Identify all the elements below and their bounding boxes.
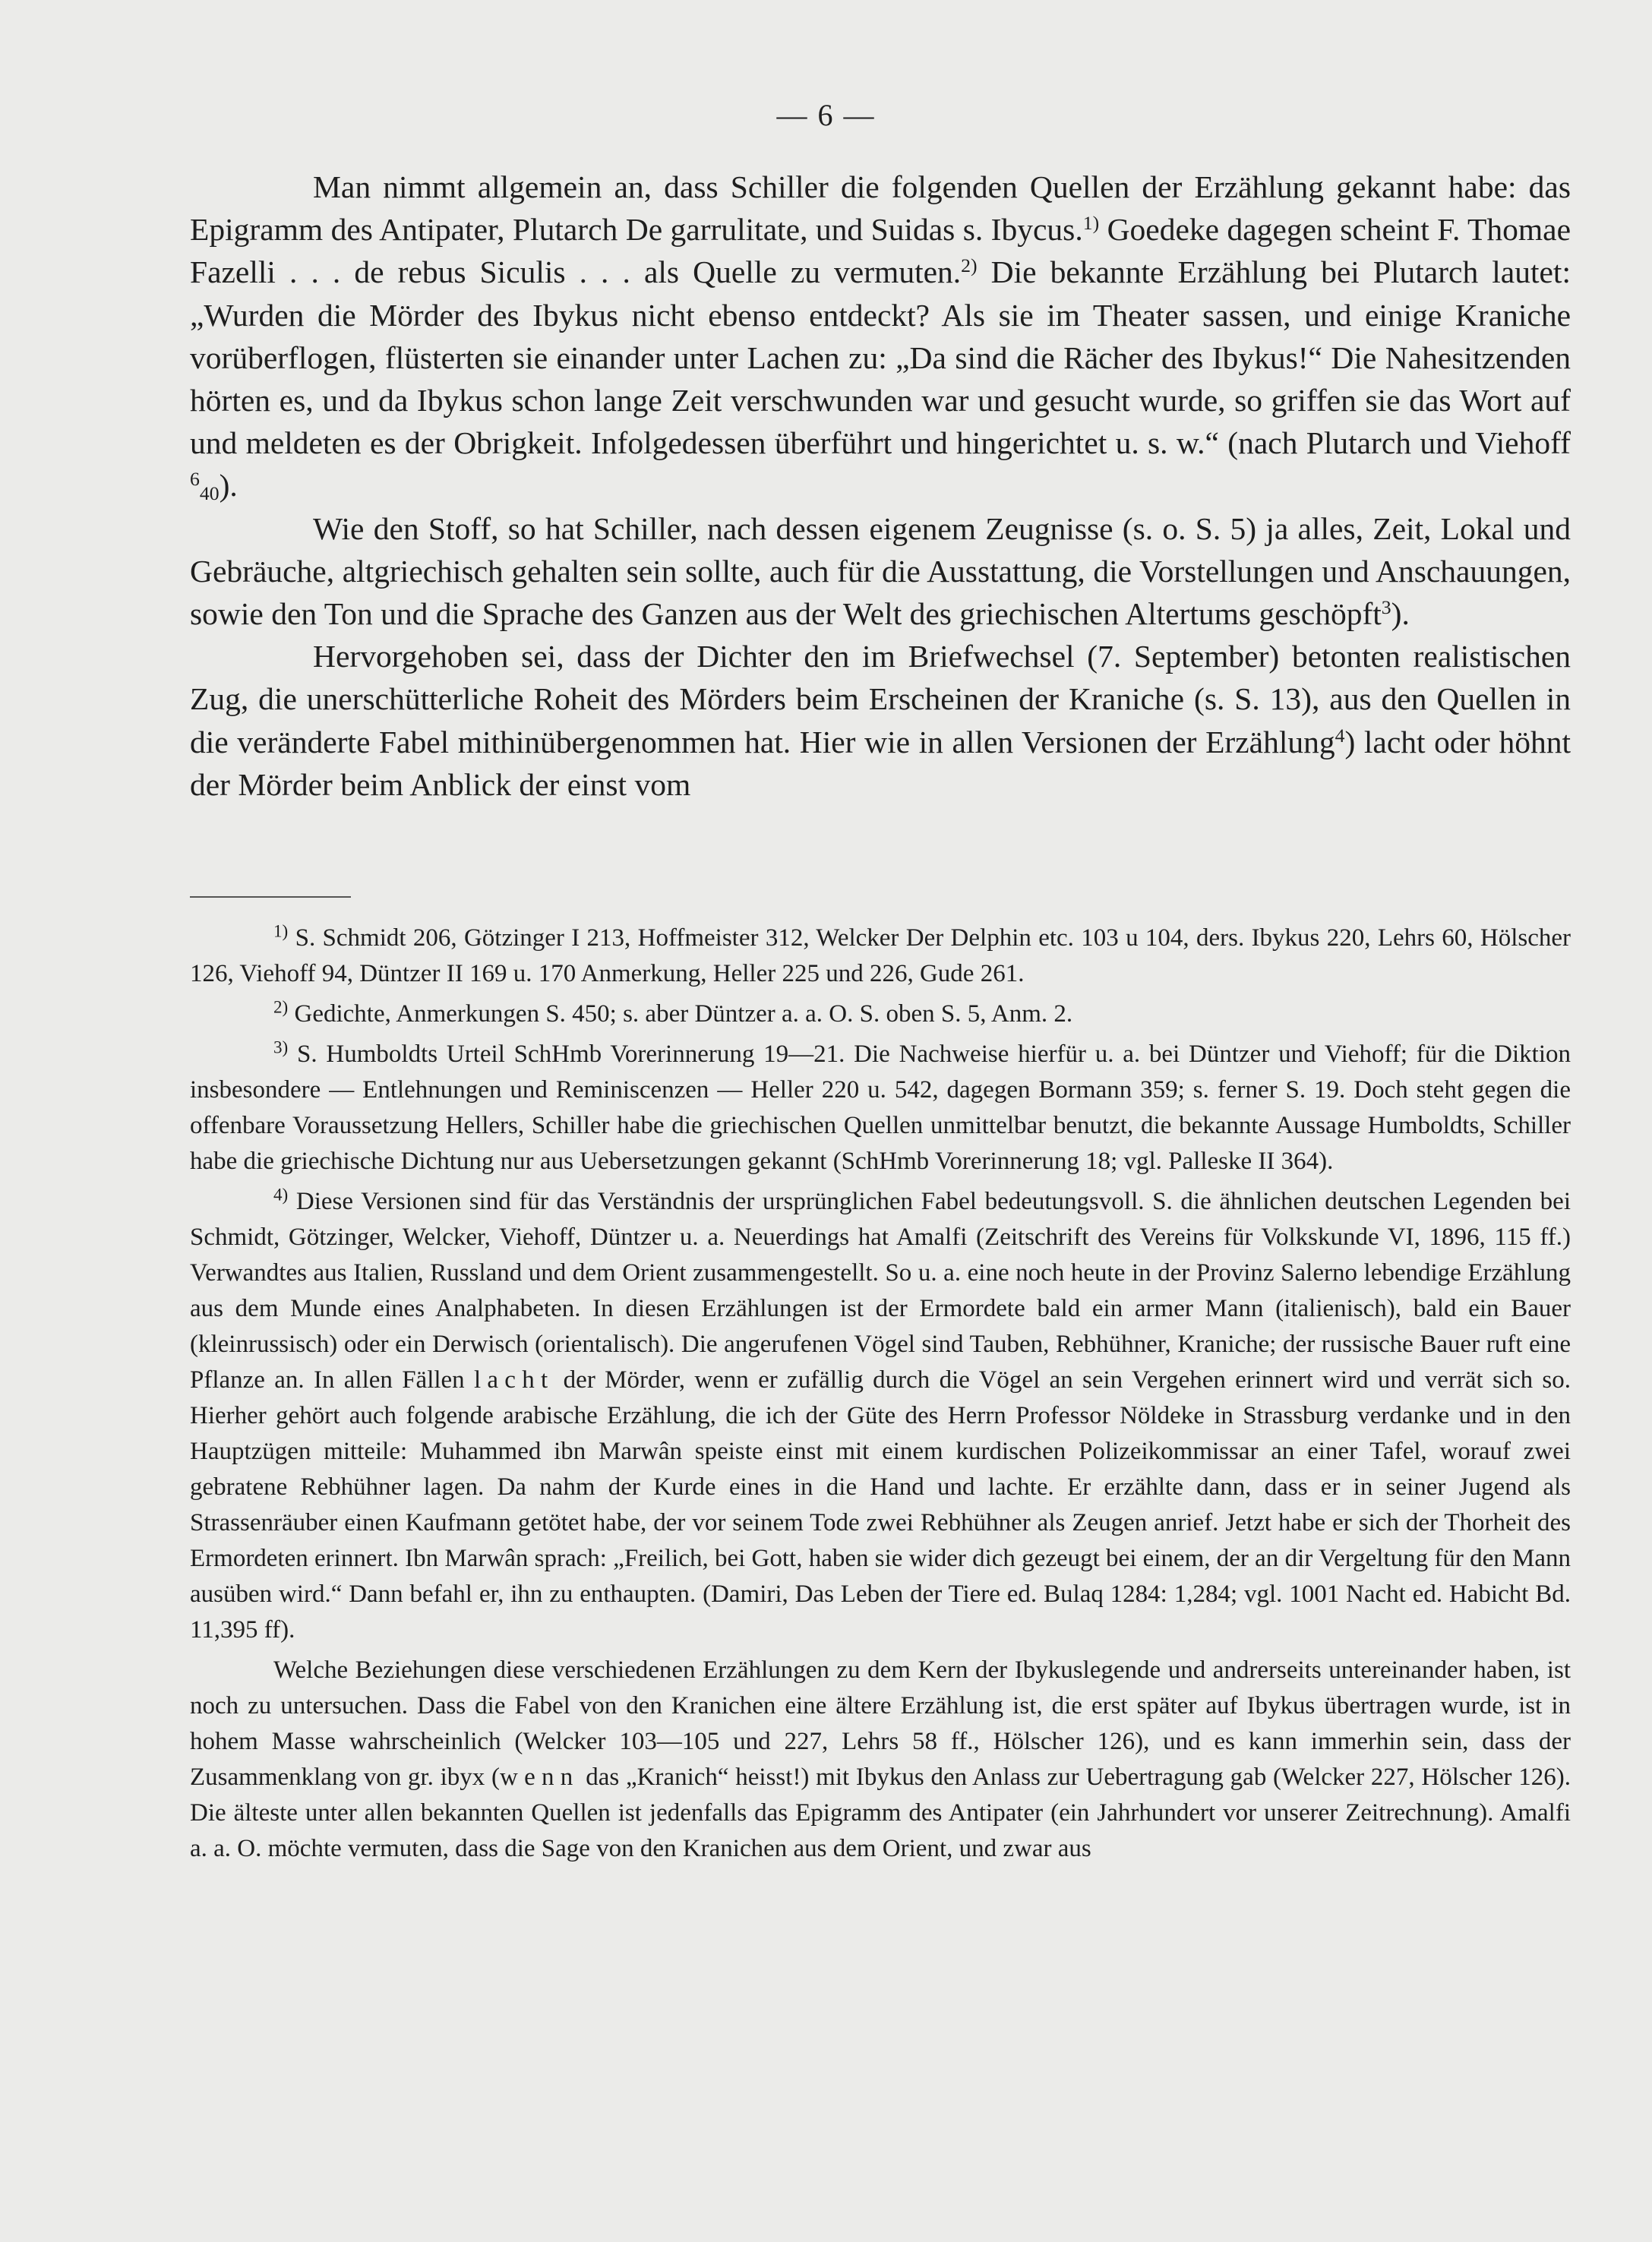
citation-ref: 40 — [199, 482, 220, 505]
footnote-ref: 1) — [1082, 212, 1100, 235]
footnote-2: $^{2)}$ Gedichte, Anmerkungen S. 450; s. aber Düntzer a. a. O. S. oben S. 5, Anm. 2. — [273, 996, 1073, 1028]
footnote-ref: 4 — [1335, 724, 1345, 747]
footnote-4: $^{4)}$ Diese Versionen sind für das Verständnis der ursprünglichen Fabel bedeutungsvoll. S. die ähnlichen deutschen Legenden bei Schmidt, Götzinger, Welcker, Viehoff, Düntzer u. a. Neuerdings hat Amalfi (Zeitschrift des Vereins für Volkskunde VI, 1896, 115 ff.) Verwandtes aus Italien, Russland und dem Orient zusammengestellt. So u. a. eine noch heute in der Provinz Salerno lebendige Erzählung aus dem Munde eines Analphabeten. In diesen Erzählungen ist der Ermordete bald ein armer Mann (italienisch), bald ein Bauer (kleinrussisch) oder ein Derwisch (orientalisch). Die angerufenen Vögel sind Tauben, Rebhühner, Kraniche; der russische Bauer ruft eine Pflanze an. In allen Fällen lacht der Mörder, wenn er zufällig durch die Vögel an sein Vergehen erinnert wird und verrät sich so. Hierher gehört auch folgende arabische Erzählung, die ich der Güte des Herrn Professor Nöldeke in Strassburg verdanke und in den Hauptzügen mitteile: Muhammed ibn Marwân speiste einst mit einem kurdischen Polizeikommissar an einer Tafel, worauf zwei gebratene Rebhühner lagen. Da nahm der Kurde eines in die Hand und lachte. Er erzählte dann, dass er in seiner Jugend als Strassenräuber einen Kaufmann getötet habe, der vor seinem Tode zwei Rebhühner als Zeugen anrief. Jetzt habe er sich der Thorheit des Ermordeten erinnert. Ibn Marwân sprach: „Freilich, bei Gott, haben sie wider dich gezeugt bei einem, der an dir Vergeltung für den Mann ausüben wird.“ Dann befahl er, ihn zu enthaupten. (Damiri, Das Leben der Tiere ed. Bulaq 1284: 1,284; vgl. 1001 Nacht ed. Habicht Bd. 11,395 ff). — [190, 1184, 1571, 1644]
page-number: — 6 — — [776, 98, 876, 132]
footnote-4-continued: Welche Beziehungen diese verschiedenen Erzählungen zu dem Kern der Ibykuslegende und andrerseits untereinander haben, ist noch zu untersuchen. Dass die Fabel von den Kranichen eine ältere Erzählung ist, die erst später auf Ibykus übertragen wurde, ist in hohem Masse wahrscheinlich (Welcker 103—105 und 227, Lehrs 58 ff., Hölscher 126), und es kann immerhin sein, dass der Zusammenklang von gr. ibyx (wenn das „Kranich“ heisst!) mit Ibykus den Anlass zur Uebertragung gab (Welcker 227, Hölscher 126). Die älteste unter allen bekannten Quellen ist jedenfalls das Epigramm des Antipater (ein Jahrhundert vor unserer Zeitrechnung). Amalfi a. a. O. möchte vermuten, dass die Sage von den Kranichen aus dem Orient, und zwar aus — [190, 1656, 1571, 1862]
footnote-divider — [190, 896, 351, 898]
paragraph-realism: Hervorgehoben sei, dass der Dichter den im Briefwechsel (7. September) betonten realistischen Zug, die unerschütterliche Roheit des Mörders beim Erscheinen der Kraniche (s. S. 13), aus den Quellen in die veränderte Fabel mithinübergenommen hat. Hier wie in allen Versionen der Erzählung$^4$) lacht oder höhnt der Mörder beim Anblick der einst vom — [190, 639, 1571, 802]
footnote-3: $^{3)}$ S. Humboldts Urteil SchHmb Vorerinnerung 19—21. Die Nachweise hierfür u. a. bei Düntzer und Viehoff; für die Diktion insbesondere — Entlehnungen und Reminiscenzen — Heller 220 u. 542, dagegen Bormann 359; s. ferner S. 19. Doch steht gegen die offenbare Voraussetzung Hellers, Schiller habe die griechischen Quellen unmittelbar benutzt, die bekannte Aussage Humboldts, Schiller habe die griechische Dichtung nur aus Uebersetzungen gekannt (SchHmb Vorerinnerung 18; vgl. Palleske II 364). — [190, 1037, 1571, 1175]
footnote-ref: 3 — [1381, 595, 1391, 618]
citation-ref: 6 — [190, 468, 200, 491]
paragraph-sources: Man nimmt allgemein an, dass Schiller die folgenden Quellen der Erzählung gekannt habe: das Epigramm des Antipater, Plutarch De garrulitate, und Suidas s. Ibycus.$^{1)}$ Goedeke dagegen scheint F. Thomae Fazelli . . . de rebus Siculis . . . als Quelle zu vermuten.$^{2)}$ Die bekannte Erzählung bei Plutarch lautet: „Wurden die Mörder des Ibykus nicht ebenso entdeckt? Als sie im Theater sassen, und einige Kraniche vorüberflogen, flüsterten sie einander unter Lachen zu: „Da sind die Rächer des Ibykus!“ Die Nahesitzenden hörten es, und da Ibykus schon lange Zeit verschwunden war und gesucht wurde, so griffen sie das Wort auf und meldeten es der Obrigkeit. Infolgedessen überführt und hingerichtet u. s. w.“ (nach Plutarch und Viehoff $^6_{40}$). — [190, 169, 1571, 505]
paragraph-material: Wie den Stoff, so hat Schiller, nach dessen eigenem Zeugnisse (s. o. S. 5) ja alles, Zeit, Lokal und Gebräuche, altgriechisch gehalten sein sollte, auch für die Ausstattung, die Vorstellungen und Anschauungen, sowie den Ton und die Sprache des Ganzen aus der Welt des griechischen Altertums geschöpft$^3$). — [190, 510, 1571, 632]
main-text — [190, 166, 1571, 806]
footnote-ref: 2) — [961, 254, 978, 277]
footnote-1: $^{1)}$ S. Schmidt 206, Götzinger I 213, Hoffmeister 312, Welcker Der Delphin etc. 103 u 104, ders. Ibykus 220, Lehrs 60, Hölscher 126, Viehoff 94, Düntzer II 169 u. 170 Anmerkung, Heller 225 und 226, Gude 261. — [190, 920, 1571, 987]
footnotes — [190, 920, 1571, 1867]
